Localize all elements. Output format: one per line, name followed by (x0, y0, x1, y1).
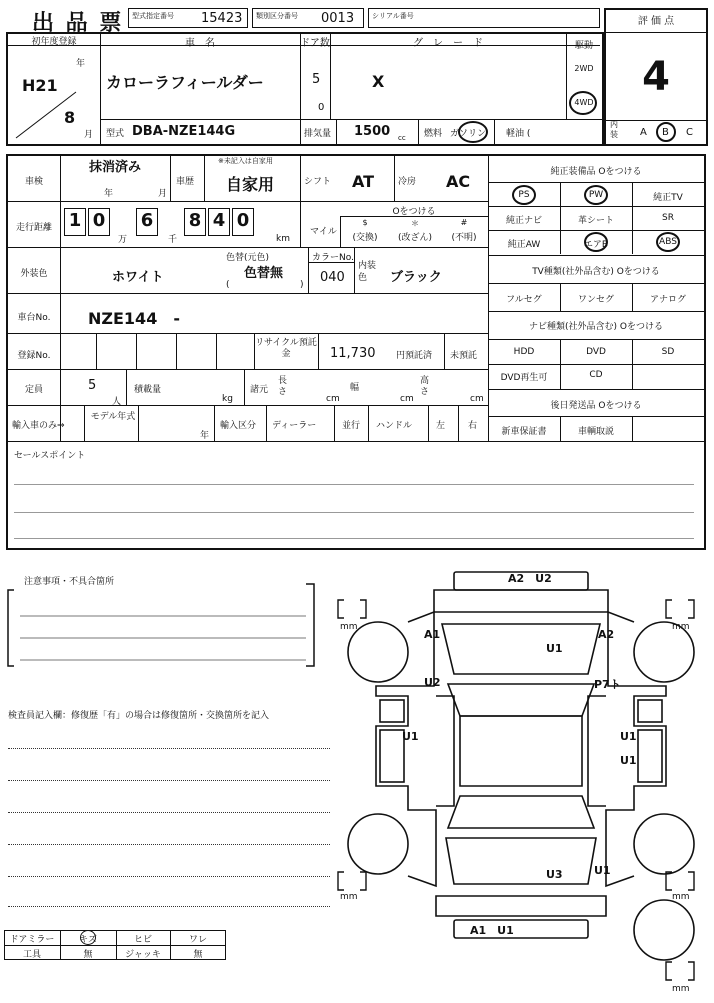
mark-top: A2 U2 (508, 572, 552, 585)
mileage-d2: 0 (92, 210, 106, 231)
mark-front-left: A1 (424, 628, 441, 641)
mark-left-front-door: U2 (424, 676, 441, 689)
mark-trunk: U3 (546, 868, 563, 881)
interior-color-value: ブラック (390, 270, 442, 285)
serial-box: シリアル番号 (368, 8, 600, 28)
ps-circle (512, 185, 536, 205)
door-count: 5 (312, 72, 321, 87)
mark-bottom: A1 U1 (470, 924, 514, 937)
scratch-circle (80, 930, 96, 945)
color-no-value: 040 (320, 270, 345, 285)
abs-circle (656, 232, 680, 252)
diagonal-line (14, 90, 94, 140)
fuel-gasoline-circle (458, 121, 488, 143)
drive-4wd-circle (569, 91, 597, 115)
capacity-value: 5 (88, 378, 97, 393)
era-year: H21 (22, 76, 58, 95)
chassis-value: NZE144 - (88, 309, 180, 328)
car-name: カローラフィールダー (106, 73, 264, 92)
mark-hood: U1 (546, 642, 563, 655)
caution-label: 注意事項・不具合箇所 (24, 577, 115, 587)
reg-month: 8 (64, 108, 76, 127)
mileage-d3: 6 (140, 210, 154, 231)
mark-front-right: A2 (598, 628, 615, 641)
score-value: 4 (642, 54, 670, 100)
color-change-value: 色替無 (244, 266, 284, 281)
mark-right-front: P7ト (594, 678, 621, 691)
form-title: 出 品 票 (32, 11, 124, 36)
score-box: 評 価 点 4 (604, 8, 708, 146)
inspector-label: 検査員記入欄：修復歴「有」の場合は修復箇所・交換箇所を記入 (8, 711, 270, 721)
model-spec-value: 15423 (201, 11, 243, 26)
mark-left-door: U1 (402, 730, 419, 743)
ac-value: AC (446, 172, 471, 191)
mileage-d1: 1 (68, 210, 82, 231)
car-damage-diagram (336, 566, 714, 1002)
interior-b-circle (656, 122, 676, 142)
model-spec-box: 型式指定番号 15423 (128, 8, 248, 28)
pw-circle (584, 185, 608, 205)
recycle-value: 11,730 (330, 346, 376, 361)
class-value: 0013 (321, 11, 355, 26)
exterior-color-value: ホワイト (112, 270, 164, 285)
sales-point-label: セールスポイント (14, 451, 86, 461)
grade-value: X (372, 72, 385, 91)
mark-rear-right: U1 (594, 864, 611, 877)
caution-bracket (6, 580, 326, 670)
displacement-value: 1500 (354, 124, 391, 139)
mileage-d6: 0 (236, 210, 250, 231)
airbag-circle (584, 232, 608, 252)
class-box: 類別区分番号 0013 (252, 8, 364, 28)
shift-value: AT (352, 172, 375, 191)
inspection-value: 抹消済み (88, 160, 141, 175)
model-value: DBA-NZE144G (132, 124, 236, 139)
mileage-d4: 8 (188, 210, 202, 231)
mark-right-door-2: U1 (620, 754, 637, 767)
mileage-d5: 4 (212, 210, 226, 231)
mark-right-door-1: U1 (620, 730, 637, 743)
history-value: 自家用 (226, 175, 275, 194)
